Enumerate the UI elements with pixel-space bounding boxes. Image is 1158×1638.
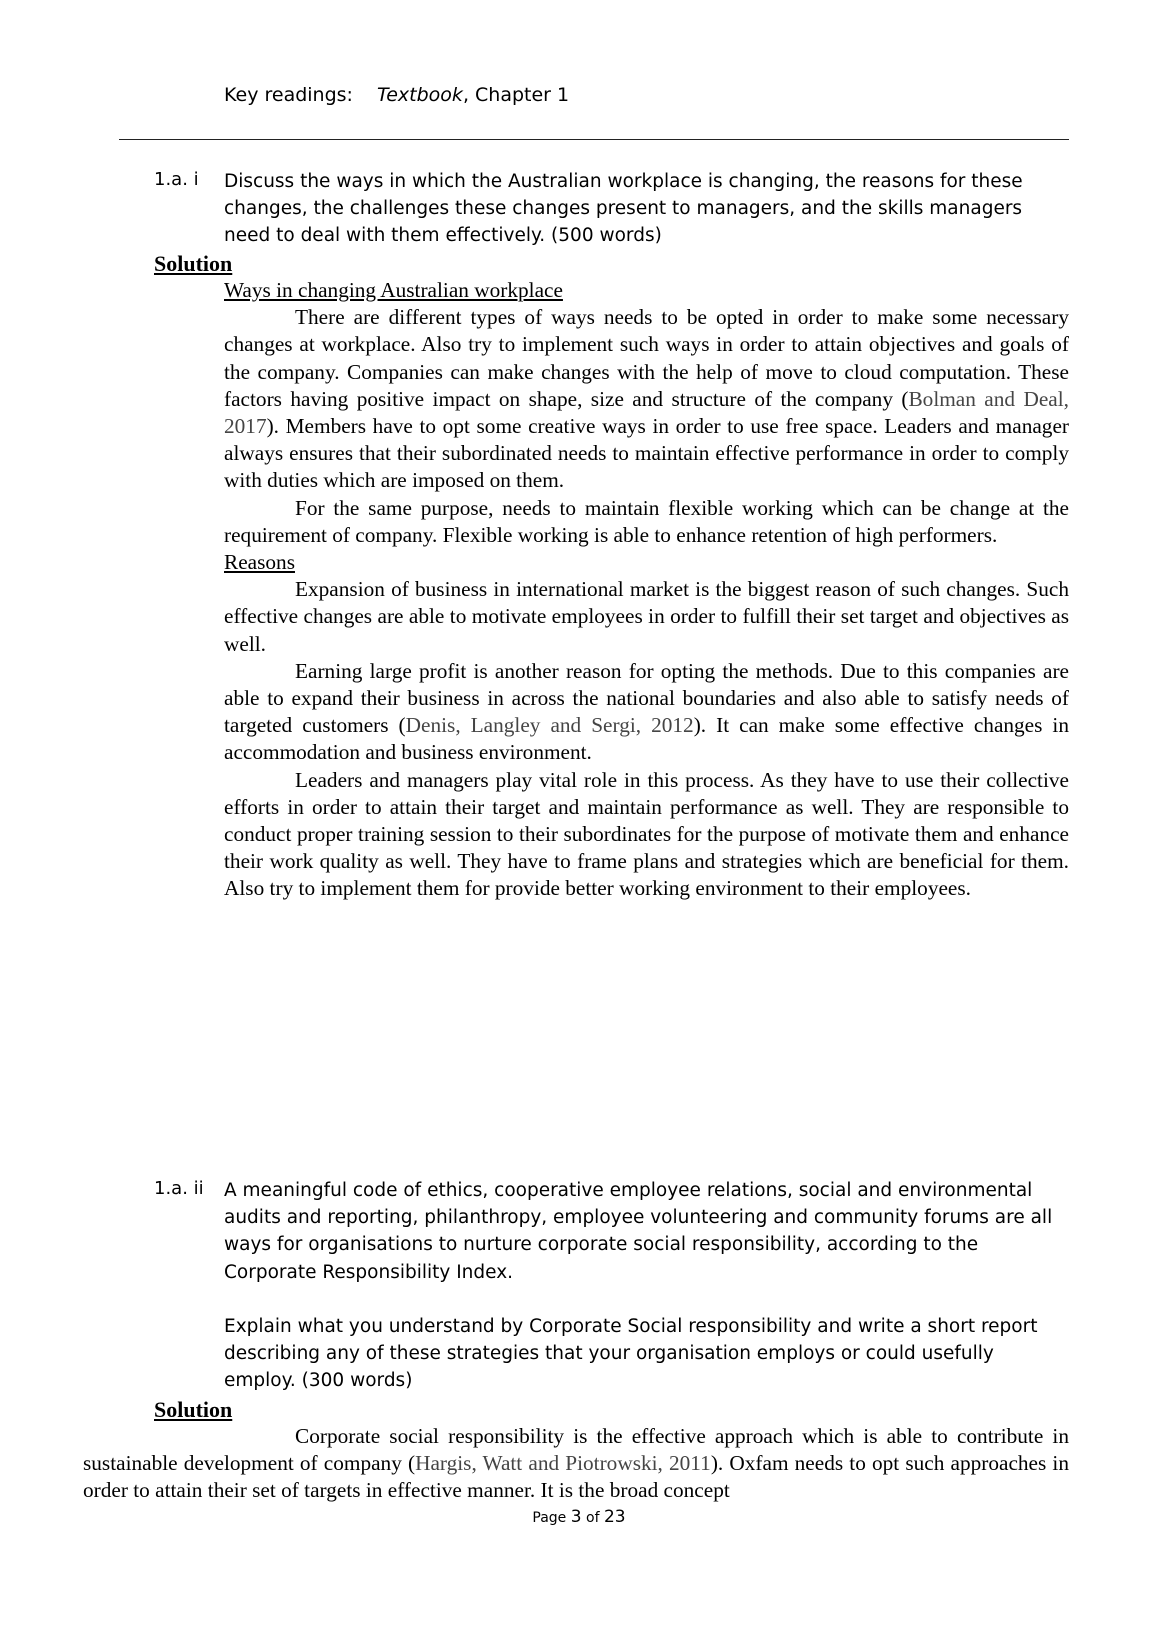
paragraph-reasons-1: Expansion of business in international market is the biggest reason of such changes. Such effective changes are able to motivate employees in order to fulfill their set target and objectives as well.	[224, 577, 1069, 656]
solution-heading-1: Solution	[154, 251, 233, 276]
question-text-1aii-part1: A meaningful code of ethics, cooperative employee relations, social and environmental audits and reporting, philanthropy, employee volunteering and community forums are all ways for organisations to nurture corporate social responsibility, according to the Corporate Responsibility Index.	[224, 1180, 1053, 1283]
textbook-title: Textbook	[376, 84, 463, 106]
chapter-reference: , Chapter 1	[462, 84, 570, 106]
page-number-current: 3	[570, 1507, 582, 1527]
solution-body-1	[224, 277, 1069, 903]
citation-bolman-deal: Bolman and Deal, 2017	[224, 386, 1069, 439]
section-heading-reasons: Reasons	[224, 550, 295, 575]
paragraph-csr-1: Corporate social responsibility is the effective approach which is able to contribute in sustainable development of company (Hargis, Watt and Piotrowski, 2011). Oxfam needs to opt such approaches in order to attain their set of targets in effective manner. It is the broad concept	[83, 1424, 1069, 1503]
question-number-1ai: 1.a. i	[154, 169, 199, 190]
question-number-1aii: 1.a. ii	[154, 1178, 204, 1199]
solution-body-2	[83, 1423, 1069, 1505]
paragraph-reasons-3: Leaders and managers play vital role in this process. As they have to use their collective efforts in order to attain their target and maintain performance as well. They are responsible to conduct proper training session to their subordinates for the purpose of motivate them and enhance their work quality as well. They have to frame plans and strategies which are beneficial for them. Also try to implement them for provide better working environment to their employees.	[224, 767, 1069, 901]
key-readings-line	[224, 84, 569, 106]
question-text-1aii-part2: Explain what you understand by Corporate Social responsibility and write a short report describing any of these strategies that your organisation employs or could usefully employ. (300 words)	[224, 1315, 1038, 1392]
paragraph-ways-1: There are different types of ways needs to be opted in order to make some necessary changes at workplace. Also try to implement such ways in order to attain objectives and goals of the company. Companies can make changes with the help of move to cloud computation. These factors having positive impact on shape, size and structure of the company (Bolman and Deal, 2017). Members have to opt some creative ways in order to use free space. Leaders and manager always ensures that their subordinated needs to maintain effective performance in order to comply with duties which are imposed on them.	[224, 305, 1069, 493]
question-text-1ai: Discuss the ways in which the Australian workplace is changing, the reasons for these changes, the challenges these changes present to managers, and the skills managers need to deal with them effectively. (500 words)	[224, 171, 1023, 247]
paragraph-ways-2: For the same purpose, needs to maintain flexible working which can be change at the requirement of company. Flexible working is able to enhance retention of high performers.	[224, 495, 1069, 547]
page-footer: Page 3 of 23	[532, 1507, 626, 1527]
solution-heading-2: Solution	[154, 1397, 233, 1422]
citation-denis-langley-sergi: Denis, Langley and Sergi, 2012	[405, 713, 694, 738]
citation-hargis-watt-piotrowski: Hargis, Watt and Piotrowski, 2011	[415, 1451, 711, 1476]
section-heading-ways: Ways in changing Australian workplace	[224, 278, 563, 302]
question-text-1aii	[224, 1177, 1070, 1394]
page-number-total: 23	[603, 1507, 626, 1527]
paragraph-reasons-2: Earning large profit is another reason for opting the methods. Due to this companies are able to expand their business in across the national boundaries and also able to satisfy needs of targeted customers (Denis, Langley and Sergi, 2012). It can make some effective changes in accommodation and business environment.	[224, 658, 1069, 765]
horizontal-rule	[119, 139, 1069, 140]
key-readings-label: Key readings:	[224, 84, 353, 106]
